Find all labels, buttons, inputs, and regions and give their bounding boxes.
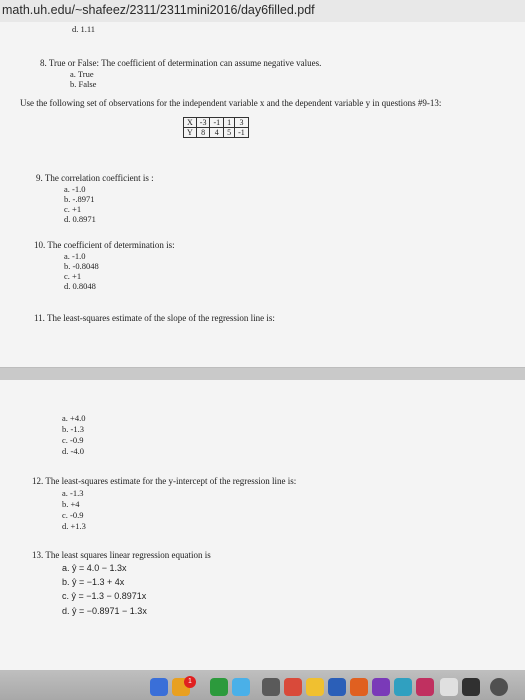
q8-option-a: a. True (70, 69, 94, 79)
table-row-x (184, 118, 249, 128)
y-cell: -1 (235, 128, 249, 138)
app-icon[interactable] (490, 678, 508, 696)
question-12: 12. The least-squares estimate for the y-intercept of the regression line is: (32, 476, 297, 486)
question-9: 9. The correlation coefficient is : (36, 173, 154, 183)
question-10: 10. The coefficient of determination is: (34, 240, 175, 250)
table-row-y (184, 128, 249, 138)
q13-option-c: c. ŷ = −1.3 − 0.8971x (62, 591, 147, 601)
q10-option-d: d. 0.8048 (64, 281, 96, 291)
url-text[interactable]: math.uh.edu/~shafeez/2311/2311mini2016/day6filled.pdf (2, 3, 315, 17)
q9-option-a: a. -1.0 (64, 184, 86, 194)
app-icon[interactable] (350, 678, 368, 696)
x-cell: -3 (196, 118, 210, 128)
observations-intro: Use the following set of observations for the independent variable x and the dependent variable y in questions #9-13: (20, 98, 442, 108)
y-cell: 5 (224, 128, 235, 138)
app-icon[interactable] (284, 678, 302, 696)
y-cell: 4 (210, 128, 224, 138)
q9-option-b: b. -.8971 (64, 194, 95, 204)
app-icon[interactable] (440, 678, 458, 696)
q13-option-a: a. ŷ = 4.0 − 1.3x (62, 563, 127, 573)
q10-option-a: a. -1.0 (64, 251, 86, 261)
question-13: 13. The least squares linear regression equation is (32, 550, 211, 560)
address-bar[interactable] (0, 0, 525, 23)
q9-option-c: c. +1 (64, 204, 82, 214)
app-icon[interactable] (372, 678, 390, 696)
q9-option-d: d. 0.8971 (64, 214, 96, 224)
question-8: 8. True or False: The coefficient of determination can assume negative values. (40, 58, 322, 68)
q11-option-b: b. -1.3 (62, 424, 84, 434)
app-icon[interactable] (150, 678, 168, 696)
app-icon[interactable] (306, 678, 324, 696)
q12-option-d: d. +1.3 (62, 521, 86, 531)
y-label: Y (184, 128, 197, 138)
app-icon[interactable] (394, 678, 412, 696)
x-cell: 1 (224, 118, 235, 128)
x-cell: 3 (235, 118, 249, 128)
q12-option-a: a. -1.3 (62, 488, 84, 498)
x-label: X (184, 118, 197, 128)
app-icon[interactable] (232, 678, 250, 696)
q11-option-a: a. +4.0 (62, 413, 86, 423)
app-icon[interactable] (328, 678, 346, 696)
q10-option-b: b. -0.8048 (64, 261, 99, 271)
question-11: 11. The least-squares estimate of the slope of the regression line is: (34, 313, 275, 323)
pdf-page-2 (0, 380, 525, 670)
q13-option-b: b. ŷ = −1.3 + 4x (62, 577, 125, 587)
app-icon[interactable] (262, 678, 280, 696)
prev-option-d: d. 1.11 (72, 24, 96, 34)
q10-option-c: c. +1 (64, 271, 82, 281)
app-icon[interactable] (210, 678, 228, 696)
notification-badge: 1 (184, 676, 196, 688)
dock (0, 670, 525, 700)
q12-option-b: b. +4 (62, 499, 80, 509)
q8-option-b: b. False (70, 79, 97, 89)
y-cell: 8 (196, 128, 210, 138)
q12-option-c: c. -0.9 (62, 510, 84, 520)
observations-table (183, 117, 249, 138)
q11-option-c: c. -0.9 (62, 435, 84, 445)
app-icon[interactable] (416, 678, 434, 696)
q13-option-d: d. ŷ = −0.8971 − 1.3x (62, 606, 147, 616)
x-cell: -1 (210, 118, 224, 128)
pdf-page-1 (0, 22, 525, 367)
q11-option-d: d. -4.0 (62, 446, 84, 456)
app-icon[interactable] (462, 678, 480, 696)
